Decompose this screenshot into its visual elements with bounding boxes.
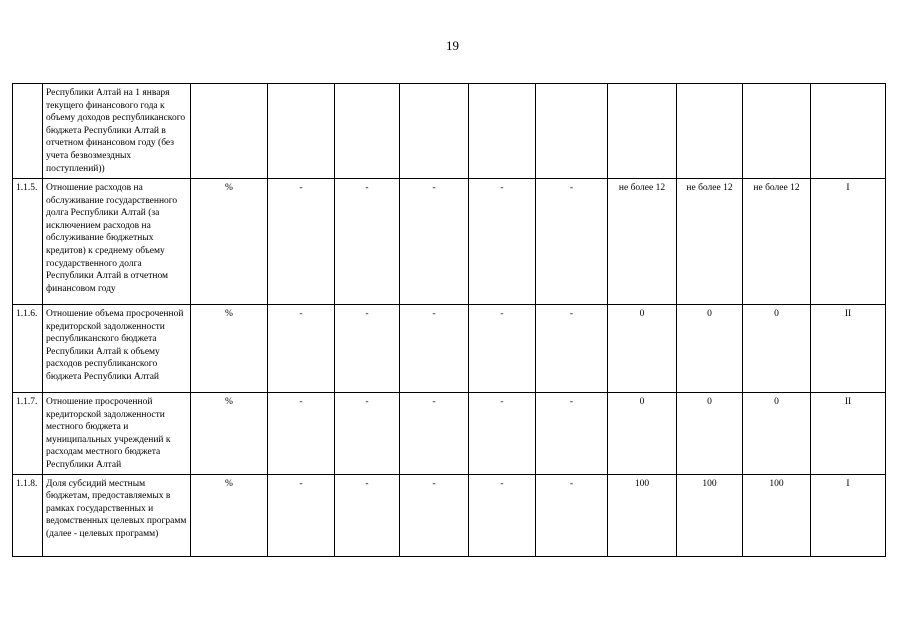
value-cell — [400, 84, 469, 179]
value-cell: - — [268, 393, 335, 475]
value-cell: - — [536, 179, 608, 305]
value-cell: - — [536, 474, 608, 556]
value-cell — [536, 84, 608, 179]
indicator-name: Отношение объема просроченной кредиторской задолженности республиканского бюджета Республики Алтай к объему расходов республиканского бюджета Республики Алтай — [43, 305, 191, 393]
value-cell: - — [335, 179, 400, 305]
table-row — [13, 84, 886, 179]
value-cell: - — [469, 179, 536, 305]
value-cell: 100 — [743, 474, 811, 556]
table-row — [13, 393, 886, 475]
value-cell: - — [469, 305, 536, 393]
class-cell: I — [811, 474, 886, 556]
table-row — [13, 179, 886, 305]
value-cell: 0 — [677, 393, 743, 475]
value-cell — [335, 84, 400, 179]
class-cell — [811, 84, 886, 179]
value-cell: - — [335, 474, 400, 556]
value-cell: - — [400, 474, 469, 556]
value-cell: не более 12 — [608, 179, 677, 305]
value-cell: 0 — [608, 305, 677, 393]
value-cell: - — [268, 305, 335, 393]
value-cell: 0 — [743, 305, 811, 393]
value-cell: - — [469, 474, 536, 556]
indicator-name: Отношение просроченной кредиторской задолженности местного бюджета и муниципальных учреждений к расходам местного бюджета Республики Алтай — [43, 393, 191, 475]
value-cell — [469, 84, 536, 179]
value-cell: - — [335, 305, 400, 393]
row-number: 1.1.5. — [13, 179, 43, 305]
row-number — [13, 84, 43, 179]
value-cell: не более 12 — [677, 179, 743, 305]
value-cell — [743, 84, 811, 179]
class-cell: II — [811, 393, 886, 475]
value-cell: - — [469, 393, 536, 475]
unit-cell: % — [191, 179, 268, 305]
value-cell: 0 — [677, 305, 743, 393]
value-cell: - — [400, 305, 469, 393]
value-cell: - — [268, 179, 335, 305]
value-cell: - — [335, 393, 400, 475]
value-cell — [677, 84, 743, 179]
unit-cell — [191, 84, 268, 179]
row-number: 1.1.7. — [13, 393, 43, 475]
value-cell: - — [400, 393, 469, 475]
row-number: 1.1.6. — [13, 305, 43, 393]
value-cell: 100 — [608, 474, 677, 556]
indicator-table — [12, 83, 886, 557]
class-cell: II — [811, 305, 886, 393]
value-cell: 100 — [677, 474, 743, 556]
page-number: 19 — [446, 38, 459, 53]
value-cell: не более 12 — [743, 179, 811, 305]
value-cell: - — [400, 179, 469, 305]
value-cell: 0 — [608, 393, 677, 475]
class-cell: I — [811, 179, 886, 305]
value-cell: - — [268, 474, 335, 556]
unit-cell: % — [191, 393, 268, 475]
value-cell — [268, 84, 335, 179]
indicator-name: Доля субсидий местным бюджетам, предоставляемых в рамках государственных и ведомственных целевых программ (далее - целевых программ) — [43, 474, 191, 556]
row-number: 1.1.8. — [13, 474, 43, 556]
unit-cell: % — [191, 305, 268, 393]
indicator-name: Республики Алтай на 1 января текущего финансового года к объему доходов республиканского бюджета Республики Алтай в отчетном финансовом году (без учета безвозмездных поступлений)) — [43, 84, 191, 179]
value-cell: - — [536, 305, 608, 393]
value-cell: - — [536, 393, 608, 475]
table-row — [13, 474, 886, 556]
unit-cell: % — [191, 474, 268, 556]
table-row — [13, 305, 886, 393]
value-cell: 0 — [743, 393, 811, 475]
value-cell — [608, 84, 677, 179]
indicator-name: Отношение расходов на обслуживание государственного долга Республики Алтай (за исключением расходов на обслуживание бюджетных кредитов) к среднему объему государственного долга Республики Алтай в отчетном финансовом году — [43, 179, 191, 305]
